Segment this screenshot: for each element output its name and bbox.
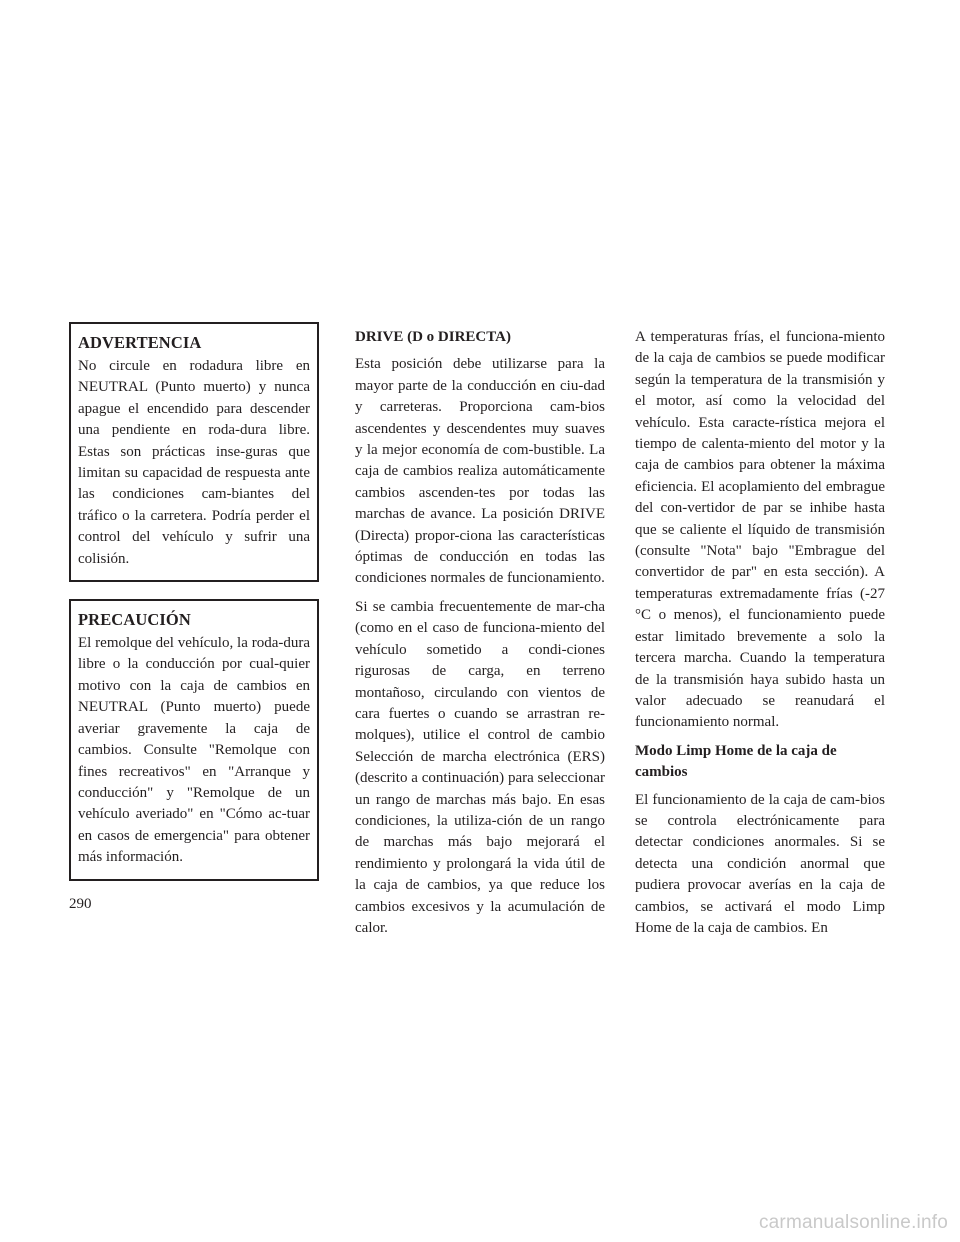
right-column	[635, 327, 885, 946]
caution-title: PRECAUCIÓN	[78, 610, 191, 630]
limp-home-paragraph: El funcionamiento de la caja de cam-bios se controla electrónicamente para detectar condiciones anormales. Si se detecta una condición anormal que pudiera provocar averías en la caja de cambios, se activará el modo Limp Home de la caja de cambios. En	[635, 791, 885, 936]
warning-box	[69, 322, 319, 582]
drive-heading: DRIVE (D o DIRECTA)	[355, 329, 511, 345]
middle-column	[355, 327, 605, 946]
drive-paragraph-2: Si se cambia frecuentemente de mar-cha (como en el caso de funciona-miento del vehículo sometido a condi-ciones rigurosas de carga, en terreno montañoso, circulando con vientos de cara fuertes o cuando se arrastran re-molques), utilice el control de cambio Selección de marcha electrónica (ERS) (descrito a continuación) para seleccionar un rango de marchas más bajo. En esas condiciones, la utiliza-ción de un rango de marchas más bajo mejorará el rendimiento y prolongará la vida útil de la caja de cambios, ya que reduce los cambios excesivos y la acumulación de calor.	[355, 598, 605, 936]
caution-box	[69, 599, 319, 880]
drive-paragraph-1: Esta posición debe utilizarse para la mayor parte de la conducción en ciu-dad y carreteras. Proporciona cam-bios ascendentes y descendentes muy suaves y la mejor economía de com-bustible. La caja de cambios realiza automáticamente cambios ascenden-tes por todas las marchas de avance. La posición DRIVE (Directa) propor-ciona las características óptimas de conducción en todas las condiciones normales de funcionamiento.	[355, 356, 605, 587]
limp-home-heading: Modo Limp Home de la caja de cambios	[635, 742, 837, 781]
left-column	[69, 322, 319, 881]
caution-text: El remolque del vehículo, la roda-dura libre o la conducción por cual-quier motivo con la caja de cambios en NEUTRAL (Punto muerto) puede averiar gravemente la caja de cambios. Consulte "Remolque con fines recreativos" en "Arranque y conducción" y "Remolque de un vehículo averiado" en "Cómo ac-tuar en casos de emergencia" para obtener más información.	[78, 635, 310, 866]
page-number: 290	[69, 896, 92, 912]
warning-title: ADVERTENCIA	[78, 333, 202, 352]
watermark: carmanualsonline.info	[758, 1212, 948, 1233]
warning-text: No circule en rodadura libre en NEUTRAL (Punto muerto) y nunca apague el encendido para descender una pendiente en roda-dura libre. Estas son prácticas inse-guras que limitan su capacidad de respuesta ante las condiciones cam-biantes del tráfico o la carretera. Podría perder el control del vehículo y sufrir una colisión.	[78, 358, 310, 567]
cold-temperature-paragraph: A temperaturas frías, el funciona-miento de la caja de cambios se puede modificar según la temperatura de la transmisión y el motor, así como la velocidad del vehículo. Esta caracte-rística mejora el tiempo de calenta-miento del motor y la caja de cambios para obtener la máxima eficiencia. El acoplamiento del embrague del con-vertidor de par se inhibe hasta que se caliente el líquido de transmisión (consulte "Nota" bajo "Embrague del convertidor de par" en esta sección). A temperaturas extremadamente frías (-27 °C o menos), el funcionamiento puede estar limitado brevemente a solo la tercera marcha. Cuando la temperatura de la transmisión haya subido hasta un valor adecuado se reanudará el funcionamiento normal.	[635, 329, 885, 731]
